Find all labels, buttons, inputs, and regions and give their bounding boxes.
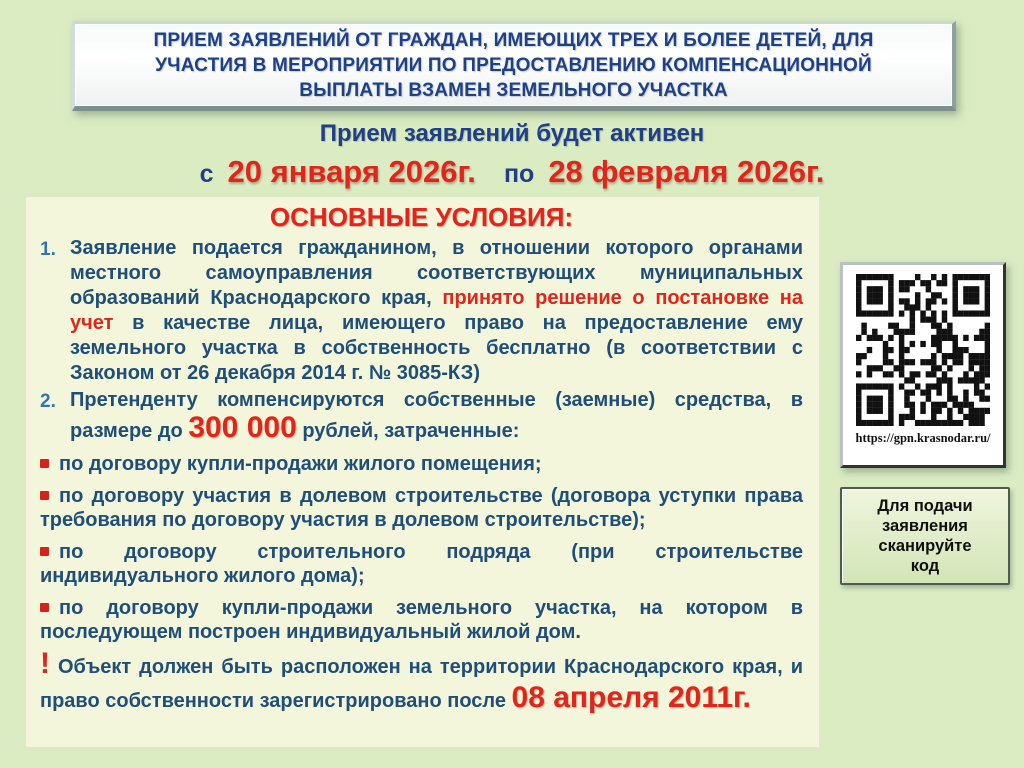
title-banner <box>72 21 956 111</box>
item-1-text-highlight: принято решение о постановке на учет <box>70 287 803 334</box>
condition-item-1 <box>40 236 803 386</box>
note-date: 08 апреля 2011г. <box>511 681 751 714</box>
bullet-item-2 <box>40 484 803 532</box>
red-square-bullet-icon <box>40 603 49 612</box>
item-2-text-pre: Претенденту компенсируются собственные (заемные) средства, в размере до <box>70 389 803 442</box>
title-line-3: ВЫПЛАТЫ ВЗАМЕН ЗЕМЕЛЬНОГО УЧАСТКА <box>299 79 728 101</box>
conditions-panel <box>26 197 819 747</box>
red-square-bullet-icon <box>40 491 49 500</box>
date-from: 20 января 2026г. <box>227 154 476 189</box>
scan-line-4: код <box>910 557 940 575</box>
scan-line-3: сканируйте <box>878 537 972 555</box>
note-text: Объект должен быть расположен на территории Краснодарского края, и право собственности зарегистрировано после <box>40 656 803 712</box>
item-1-text-post: в качестве лица, имеющего право на предоставление ему земельного участка в собственность бесплатно (в соответствии с Законом от 26 декабря 2014 г. № 3085-КЗ) <box>70 312 803 384</box>
bullet-2-text: по договору участия в долевом строительстве (договора уступки права требования по договору участия в долевом строительстве); <box>40 485 803 531</box>
qr-code-box <box>840 262 1006 468</box>
item-1-text-pre: Заявление подается гражданином, в отношении которого органами местного самоуправления соответствующих муниципальных образований Краснодарского края, <box>70 237 803 309</box>
bullet-4-text: по договору купли-продажи земельного участка, на котором в последующем построен индивидуальный жилой дом. <box>40 597 803 643</box>
qr-code <box>856 274 990 426</box>
item-1-number: 1. <box>40 239 56 260</box>
title-line-2: УЧАСТИЯ В МЕРОПРИЯТИИ ПО ПРЕДОСТАВЛЕНИЮ КОМПЕНСАЦИОННОЙ <box>155 54 872 76</box>
item-2-amount: 300 000 <box>188 411 297 444</box>
intro-line: Прием заявлений будет активен <box>319 120 705 147</box>
bullet-item-1 <box>40 452 803 476</box>
conditions-heading: ОСНОВНЫЕ УСЛОВИЯ: <box>269 202 574 232</box>
bullet-3-text: по договору строительного подряда (при строительстве индивидуального жилого дома); <box>40 541 803 587</box>
dates-line <box>0 154 1024 190</box>
bullet-1-text: по договору купли-продажи жилого помещения; <box>59 453 542 475</box>
item-2-text <box>70 388 803 444</box>
title-line-1: ПРИЕМ ЗАЯВЛЕНИЙ ОТ ГРАЖДАН, ИМЕЮЩИХ ТРЕХ И БОЛЕЕ ДЕТЕЙ, ДЛЯ <box>153 29 874 51</box>
bullet-item-3 <box>40 540 803 588</box>
important-note <box>40 649 803 717</box>
date-to-prefix: по <box>503 160 535 188</box>
date-from-prefix: с <box>199 160 214 188</box>
scan-instruction-box <box>840 487 1010 585</box>
condition-item-2 <box>40 388 803 444</box>
item-1-text <box>70 236 803 386</box>
scan-line-2: заявления <box>882 517 968 535</box>
red-square-bullet-icon <box>40 459 49 468</box>
bullet-item-4 <box>40 596 803 644</box>
item-2-text-post: рублей, затраченные: <box>296 420 520 442</box>
item-2-number: 2. <box>40 391 56 412</box>
qr-url-caption: https://gpn.krasnodar.ru/ <box>855 431 991 445</box>
exclamation-icon: ! <box>40 647 50 680</box>
scan-line-1: Для подачи <box>877 497 973 515</box>
red-square-bullet-icon <box>40 547 49 556</box>
date-to: 28 февраля 2026г. <box>548 154 825 189</box>
